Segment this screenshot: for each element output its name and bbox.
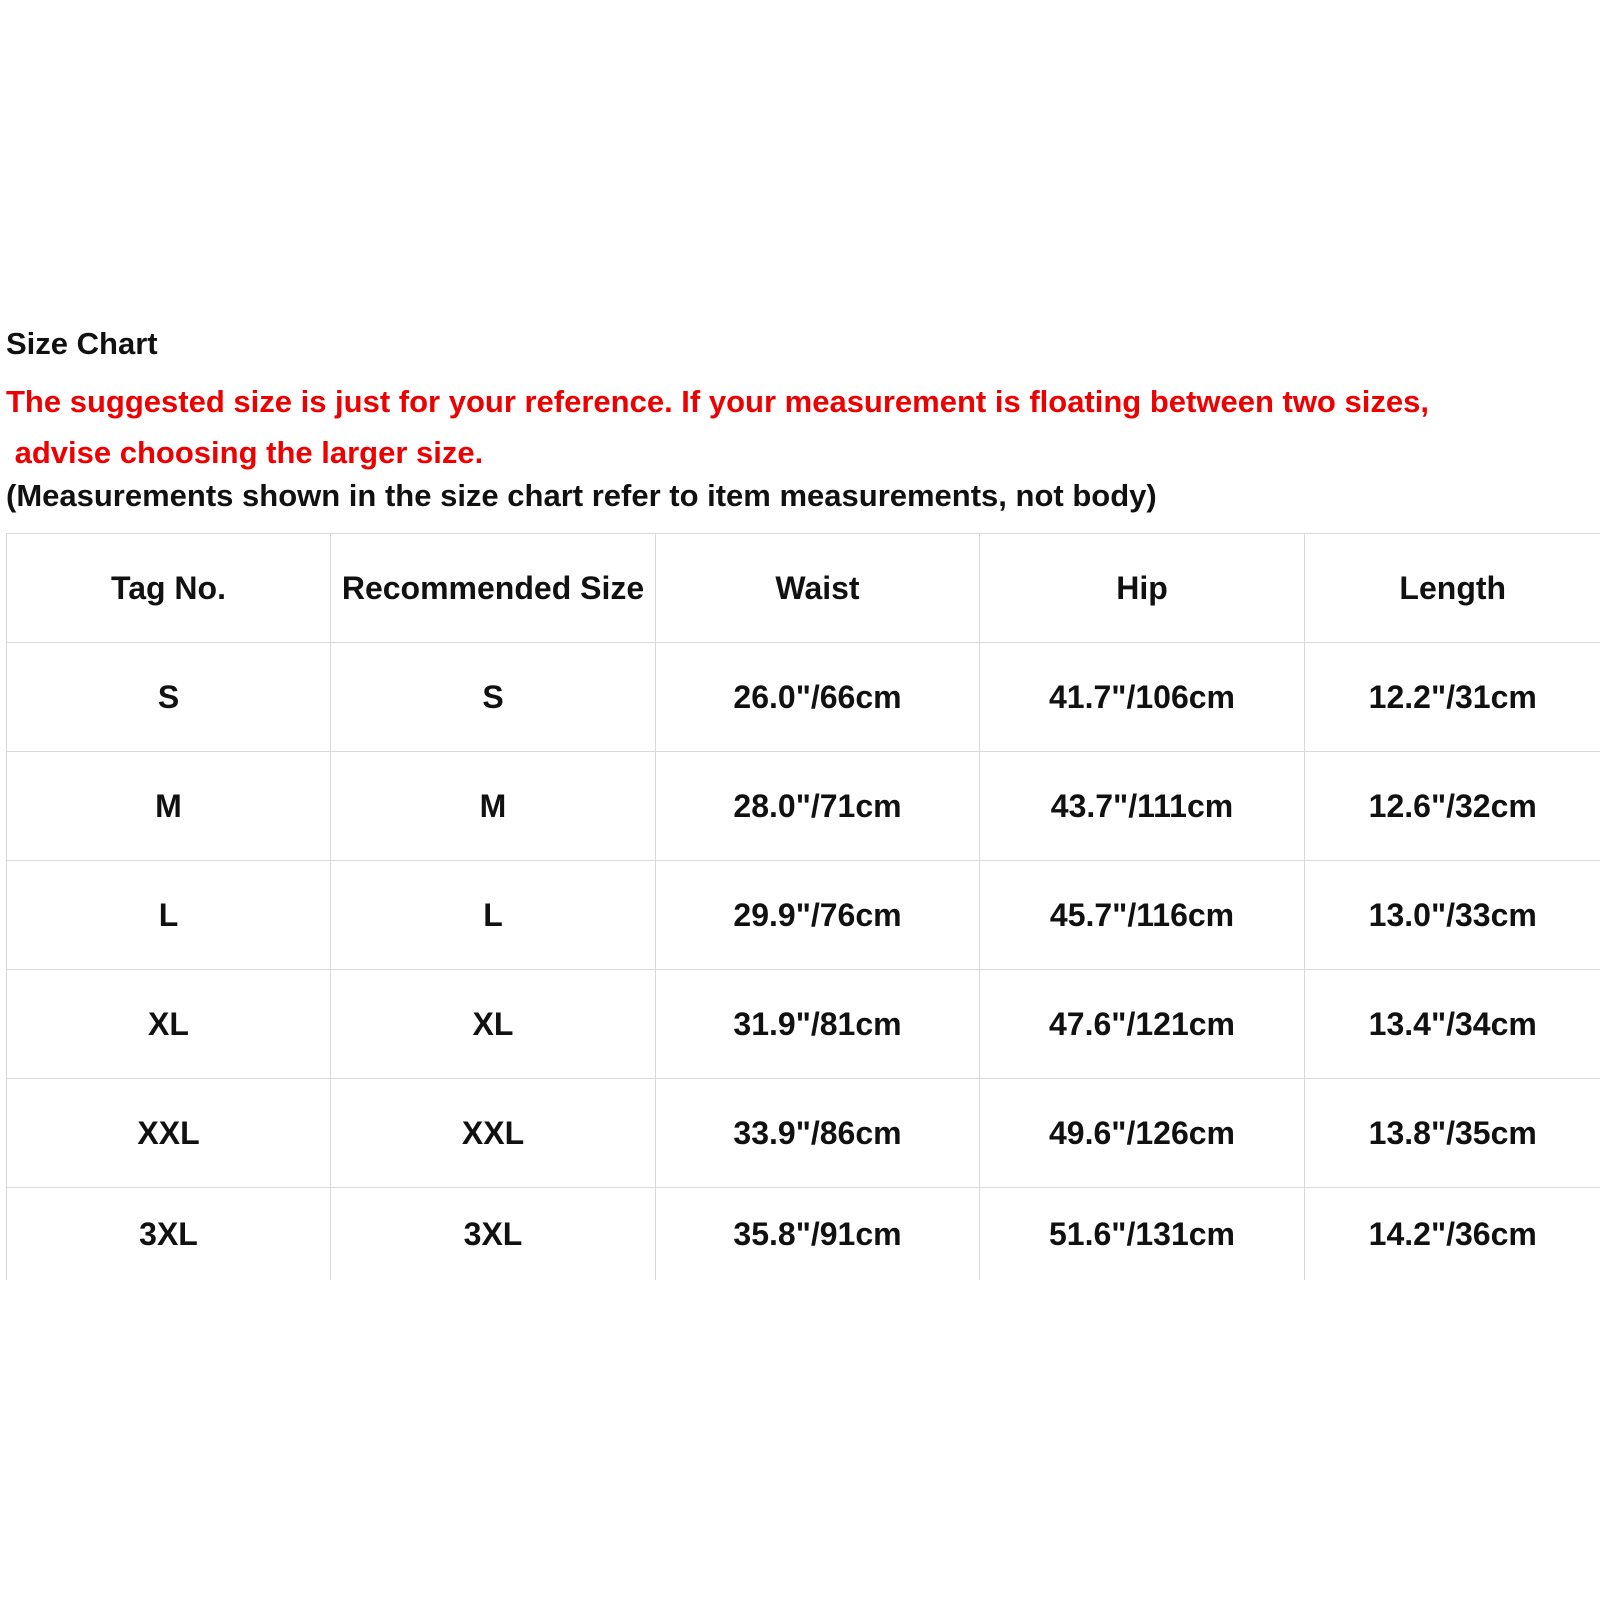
cell-hip: 45.7"/116cm	[980, 861, 1305, 970]
cell-length: 12.2"/31cm	[1305, 643, 1600, 752]
cell-recommended-size: XXL	[331, 1079, 656, 1188]
table-row	[7, 861, 1600, 970]
cell-hip: 47.6"/121cm	[980, 970, 1305, 1079]
header-length: Length	[1305, 534, 1600, 643]
cell-recommended-size: L	[331, 861, 656, 970]
cell-waist: 33.9"/86cm	[656, 1079, 980, 1188]
cell-recommended-size: XL	[331, 970, 656, 1079]
cell-tag-no: XL	[7, 970, 331, 1079]
cell-hip: 43.7"/111cm	[980, 752, 1305, 861]
cell-waist: 31.9"/81cm	[656, 970, 980, 1079]
table-row	[7, 752, 1600, 861]
table-row	[7, 1188, 1600, 1281]
cell-waist: 35.8"/91cm	[656, 1188, 980, 1281]
table-row	[7, 643, 1600, 752]
notice-line-2: advise choosing the larger size.	[6, 435, 484, 470]
cell-recommended-size: 3XL	[331, 1188, 656, 1281]
cell-length: 13.8"/35cm	[1305, 1079, 1600, 1188]
cell-hip: 41.7"/106cm	[980, 643, 1305, 752]
cell-length: 14.2"/36cm	[1305, 1188, 1600, 1281]
cell-tag-no: S	[7, 643, 331, 752]
cell-length: 12.6"/32cm	[1305, 752, 1600, 861]
cell-length: 13.0"/33cm	[1305, 861, 1600, 970]
size-notice	[6, 376, 1586, 478]
header-recommended-size: Recommended Size	[331, 534, 656, 643]
cell-waist: 28.0"/71cm	[656, 752, 980, 861]
header-hip: Hip	[980, 534, 1305, 643]
table-row	[7, 970, 1600, 1079]
cell-tag-no: 3XL	[7, 1188, 331, 1281]
cell-length: 13.4"/34cm	[1305, 970, 1600, 1079]
table-row	[7, 1079, 1600, 1188]
cell-recommended-size: S	[331, 643, 656, 752]
cell-waist: 29.9"/76cm	[656, 861, 980, 970]
cell-hip: 49.6"/126cm	[980, 1079, 1305, 1188]
cell-recommended-size: M	[331, 752, 656, 861]
header-waist: Waist	[656, 534, 980, 643]
cell-tag-no: XXL	[7, 1079, 331, 1188]
cell-tag-no: M	[7, 752, 331, 861]
measurement-note: (Measurements shown in the size chart refer to item measurements, not body)	[6, 478, 1157, 513]
cell-tag-no: L	[7, 861, 331, 970]
header-tag-no: Tag No.	[7, 534, 331, 643]
cell-waist: 26.0"/66cm	[656, 643, 980, 752]
size-chart-title: Size Chart	[6, 326, 158, 361]
cell-hip: 51.6"/131cm	[980, 1188, 1305, 1281]
size-table	[6, 533, 1600, 1280]
notice-line-1: The suggested size is just for your reference. If your measurement is floating between two sizes,	[6, 384, 1429, 419]
table-header-row	[7, 534, 1600, 643]
